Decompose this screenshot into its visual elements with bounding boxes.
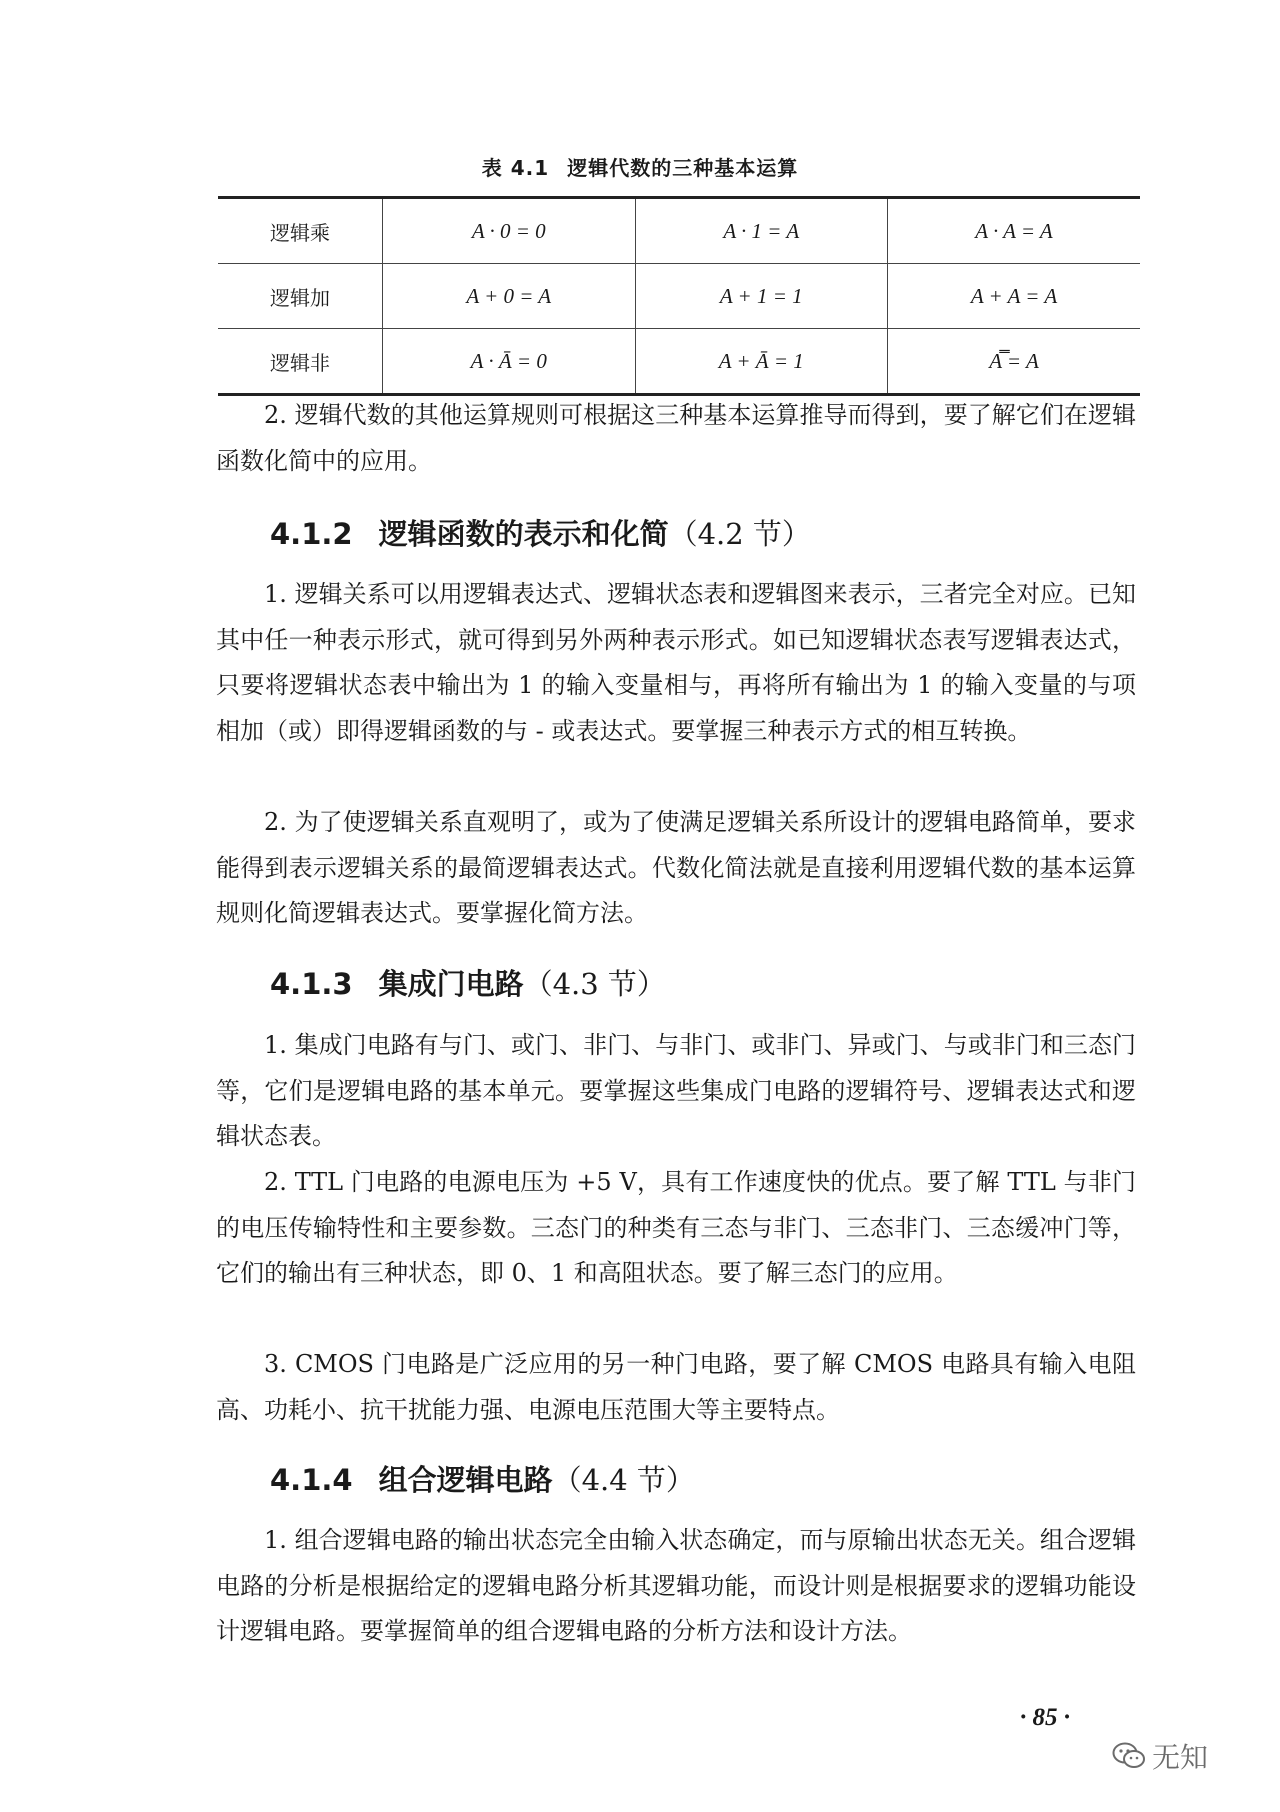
table-cell: A + A = A <box>888 264 1141 329</box>
section-number: 4.1.4 <box>270 1463 353 1497</box>
wechat-icon <box>1112 1741 1146 1771</box>
section-number: 4.1.2 <box>270 517 353 551</box>
table-cell: A + 1 = 1 <box>635 264 888 329</box>
row-label: 逻辑非 <box>218 329 383 395</box>
section-title: 逻辑函数的表示和化简 <box>378 517 669 551</box>
logic-operations-table <box>218 196 1140 396</box>
watermark-text: 无知 <box>1152 1741 1209 1774</box>
section-reference: （4.3 节） <box>523 967 666 1001</box>
table-caption-number: 表 4.1 <box>481 156 550 180</box>
paragraph-4-1-4-1: 1. 组合逻辑电路的输出状态完全由输入状态确定，而与原输出状态无关。组合逻辑电路的分析是根据给定的逻辑电路分析其逻辑功能，而设计则是根据要求的逻辑功能设计逻辑电路。要掌握简单的组合逻辑电路的分析方法和设计方法。 <box>216 1526 1136 1645</box>
watermark <box>1112 1736 1208 1776</box>
table-cell: A̿ = A <box>888 329 1141 395</box>
table-row <box>218 198 1140 264</box>
table-cell: A · 1 = A <box>635 198 888 264</box>
paragraph-4-1-3-3: 3. CMOS 门电路是广泛应用的另一种门电路，要了解 CMOS 电路具有输入电阻高、功耗小、抗干扰能力强、电源电压范围大等主要特点。 <box>216 1350 1136 1424</box>
section-title: 组合逻辑电路 <box>378 1463 553 1497</box>
paragraph-4-1-3-2: 2. TTL 门电路的电源电压为 +5 V，具有工作速度快的优点。要了解 TTL 与非门的电压传输特性和主要参数。三态门的种类有三态与非门、三态非门、三态缓冲门等，它们的输出有三种状态，即 0、1 和高阻状态。要了解三态门的应用。 <box>216 1168 1136 1287</box>
section-title: 集成门电路 <box>378 967 524 1001</box>
row-label: 逻辑乘 <box>270 220 330 245</box>
table-cell: A · A = A <box>888 198 1141 264</box>
table-cell: A · Ā = 0 <box>383 329 636 395</box>
paragraph-4-1-2-2: 2. 为了使逻辑关系直观明了，或为了使满足逻辑关系所设计的逻辑电路简单，要求能得到表示逻辑关系的最简逻辑表达式。代数化简法就是直接利用逻辑代数的基本运算规则化简逻辑表达式。要掌握化简方法。 <box>216 808 1136 927</box>
table-cell: A · 0 = 0 <box>383 198 636 264</box>
table-cell: A + Ā = 1 <box>635 329 888 395</box>
section-heading-4-1-4 <box>270 1458 695 1499</box>
paragraph-4-1-2-1: 1. 逻辑关系可以用逻辑表达式、逻辑状态表和逻辑图来表示，三者完全对应。已知其中任一种表示形式，就可得到另外两种表示形式。如已知逻辑状态表写逻辑表达式，只要将逻辑状态表中输出为 1 的输入变量相与，再将所有输出为 1 的输入变量的与项相加（或）即得逻辑函数的与 - 或表达式。要掌握三种表示方式的相互转换。 <box>216 580 1136 745</box>
table-cell: A + 0 = A <box>383 264 636 329</box>
table-row <box>218 329 1140 395</box>
table-caption <box>0 152 1280 181</box>
table-caption-title: 逻辑代数的三种基本运算 <box>567 156 799 180</box>
row-label: 逻辑加 <box>218 264 383 329</box>
section-heading-4-1-2 <box>270 512 811 553</box>
section-number: 4.1.3 <box>270 967 353 1001</box>
table-row <box>218 264 1140 329</box>
paragraph-rules: 2. 逻辑代数的其他运算规则可根据这三种基本运算推导而得到，要了解它们在逻辑函数化简中的应用。 <box>216 401 1136 475</box>
page-number: · 85 · <box>1020 1704 1070 1731</box>
section-reference: （4.2 节） <box>668 517 811 551</box>
section-heading-4-1-3 <box>270 962 666 1003</box>
section-reference: （4.4 节） <box>552 1463 695 1497</box>
paragraph-4-1-3-1: 1. 集成门电路有与门、或门、非门、与非门、或非门、异或门、与或非门和三态门等，它们是逻辑电路的基本单元。要掌握这些集成门电路的逻辑符号、逻辑表达式和逻辑状态表。 <box>216 1031 1136 1150</box>
